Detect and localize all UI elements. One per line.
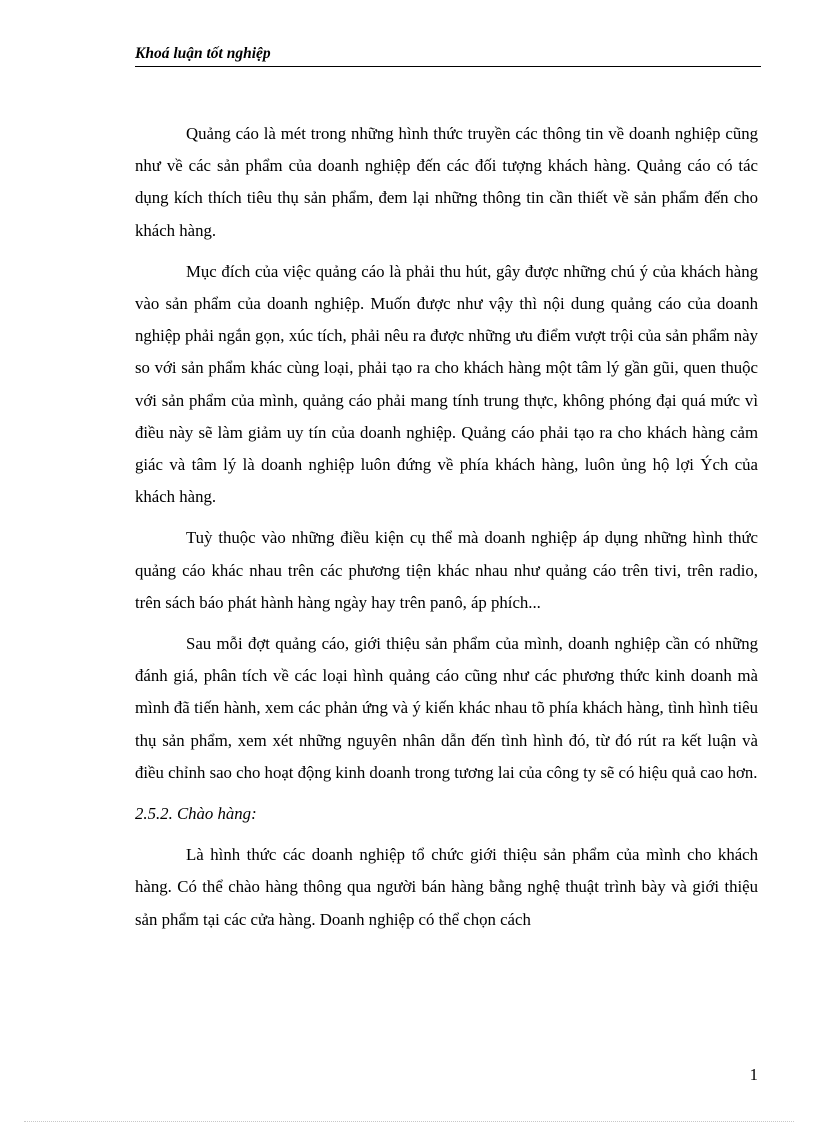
page-bottom-divider bbox=[24, 1121, 794, 1122]
page-number: 1 bbox=[749, 1065, 758, 1084]
paragraph-advertising-purpose: Mục đích của việc quảng cáo là phải thu hút, gây được những chú ý của khách hàng vào sản phẩm của doanh nghiệp. Muốn được như vậy thì nội dung quảng cáo của doanh nghiệp phải ngắn gọn, xúc tích, phải nêu ra được những ưu điểm vượt trội của sản phẩm này so với sản phẩm khác cùng loại, phải tạo ra cho khách hàng một tâm lý gần gũi, quen thuộc với sản phẩm của mình, quảng cáo phải mang tính trung thực, không phóng đại quá mức vì điều này sẽ làm giảm uy tín của doanh nghiệp. Quảng cáo phải tạo ra cho khách hàng cảm giác và tâm lý là doanh nghiệp luôn đứng về phía khách hàng, luôn ủng hộ lợi Ých của khách hàng. bbox=[135, 261, 758, 507]
section-heading: 2.5.2. Chào hàng: bbox=[135, 804, 257, 824]
header-title: Khoá luận tốt nghiệp bbox=[135, 45, 271, 62]
paragraph-offering-definition: Là hình thức các doanh nghiệp tổ chức giới thiệu sản phẩm của mình cho khách hàng. Có thể chào hàng thông qua người bán hàng bằng nghệ thuật trình bày và giới thiệu sản phẩm tại các cửa hàng. Doanh nghiệp có thể chọn cách bbox=[135, 845, 758, 929]
paragraph-advertising-definition: Quảng cáo là mét trong những hình thức truyền các thông tin về doanh nghiệp cũng như về các sản phẩm của doanh nghiệp đến các đối tượng khách hàng. Quảng cáo có tác dụng kích thích tiêu thụ sản phẩm, đem lại những thông tin cần thiết về sản phẩm đến cho khách hàng. bbox=[135, 124, 758, 240]
page-header bbox=[135, 44, 761, 67]
paragraph-advertising-media: Tuỳ thuộc vào những điều kiện cụ thể mà doanh nghiệp áp dụng những hình thức quảng cáo khác nhau trên các phương tiện khác nhau như quảng cáo trên tivi, trên radio, trên sách báo phát hành hàng ngày hay trên panô, áp phích... bbox=[135, 528, 758, 612]
paragraph-advertising-evaluation: Sau mỗi đợt quảng cáo, giới thiệu sản phẩm của mình, doanh nghiệp cần có những đánh giá, phân tích về các loại hình quảng cáo cũng như các phương thức kinh doanh mà mình đã tiến hành, xem các phản ứng và ý kiến khác nhau tõ phía khách hàng, tình hình tiêu thụ sản phẩm, xem xét những nguyên nhân dẫn đến tình hình đó, từ đó rút ra kết luận và điều chỉnh sao cho hoạt động kinh doanh trong tương lai của công ty sẽ có hiệu quả cao hơn. bbox=[135, 634, 758, 782]
document-body bbox=[135, 118, 758, 936]
